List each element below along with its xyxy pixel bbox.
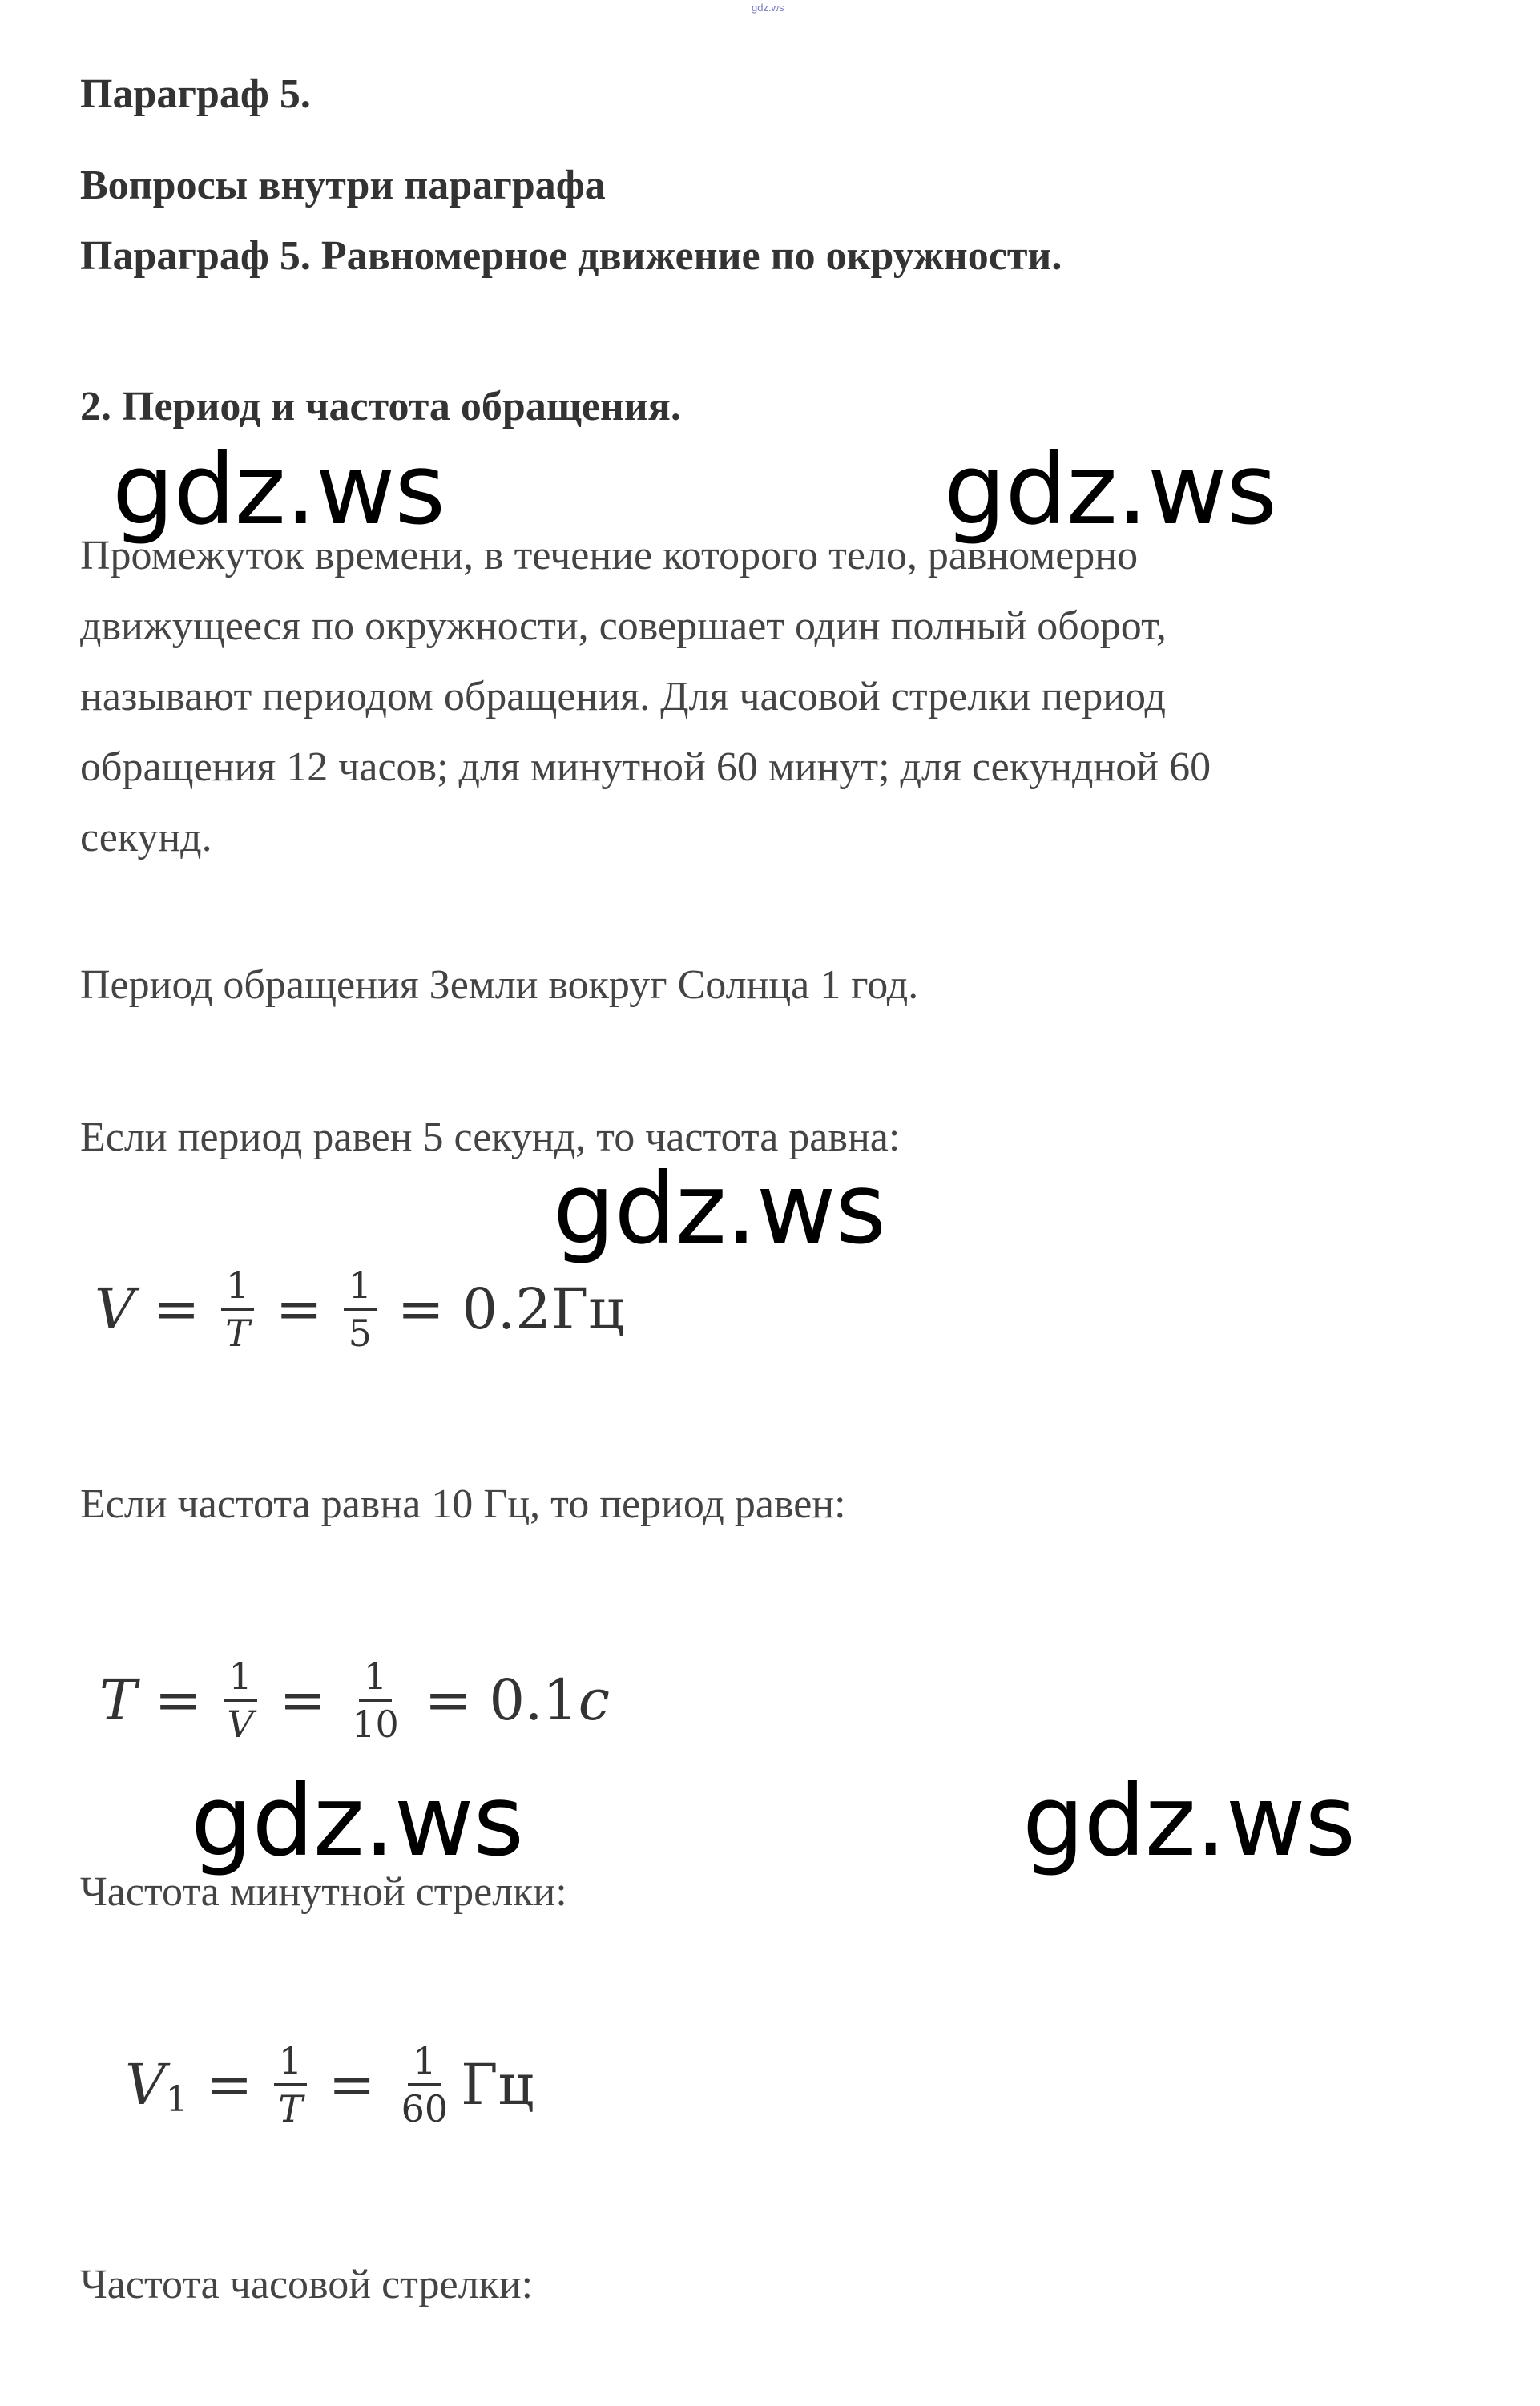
body-paragraph [80, 521, 1211, 873]
formula-operator: = [275, 1276, 323, 1343]
watermark: gdz.ws [191, 1764, 524, 1878]
formula-result: 0.1 [489, 1667, 579, 1734]
formula-fraction [347, 1654, 404, 1747]
minute-hand-formula [125, 2041, 534, 2129]
formula-fraction [273, 2041, 308, 2129]
fraction-denominator: T [278, 2087, 303, 2131]
formula-fraction [344, 1263, 377, 1356]
site-mark: gdz.ws [752, 2, 784, 14]
formula-subscript: 1 [165, 2078, 188, 2120]
body-paragraph: Если период равен 5 секунд, то частота равна: [80, 1114, 901, 1160]
formula-result: 0.2Гц [462, 1276, 625, 1343]
fraction-numerator: 1 [359, 1657, 392, 1702]
text-line: секунд. [80, 815, 212, 860]
formula-fraction [222, 1654, 258, 1747]
period-formula [99, 1654, 610, 1747]
formula-variable: V [125, 2052, 166, 2118]
watermark: gdz.ws [1022, 1764, 1356, 1878]
formula-variable: T [99, 1667, 137, 1734]
formula-operator: = [279, 1667, 327, 1734]
paragraph-title: Параграф 5. Равномерное движение по окружности. [80, 233, 1062, 279]
formula-fraction [397, 2041, 454, 2129]
text-line: называют периодом обращения. Для часовой стрелки период [80, 674, 1166, 719]
text-line: движущееся по окружности, совершает один полный оборот, [80, 603, 1167, 649]
fraction-denominator: 10 [352, 1703, 399, 1747]
section-heading: Вопросы внутри параграфа [80, 163, 606, 208]
formula-operator: = [328, 2052, 376, 2118]
formula-operator: = [424, 1667, 472, 1734]
subsection-heading: 2. Период и частота обращения. [80, 384, 681, 429]
fraction-numerator: 1 [408, 2041, 441, 2086]
formula-fraction [220, 1263, 255, 1356]
fraction-numerator: 1 [274, 2041, 307, 2086]
formula-result: Гц [461, 2052, 534, 2118]
frequency-formula [95, 1263, 625, 1356]
fraction-denominator: 5 [348, 1312, 372, 1356]
body-paragraph: Если частота равна 10 Гц, то период равен: [80, 1481, 846, 1527]
body-paragraph: Частота минутной стрелки: [80, 1869, 567, 1915]
formula-unit: c [578, 1667, 610, 1734]
fraction-denominator: V [227, 1703, 254, 1747]
fraction-denominator: T [225, 1312, 250, 1356]
body-paragraph: Период обращения Земли вокруг Солнца 1 год. [80, 962, 919, 1008]
formula-operator: = [205, 2052, 253, 2118]
text-line: обращения 12 часов; для минутной 60 минут; для секундной 60 [80, 744, 1211, 790]
formula-operator: = [397, 1276, 445, 1343]
watermark: gdz.ws [112, 433, 445, 546]
formula-operator: = [154, 1667, 202, 1734]
watermark: gdz.ws [944, 433, 1277, 546]
formula-variable: V [95, 1276, 135, 1343]
fraction-denominator: 60 [401, 2087, 449, 2131]
body-paragraph: Частота часовой стрелки: [80, 2262, 534, 2307]
page-heading: Параграф 5. [80, 71, 311, 117]
watermark: gdz.ws [553, 1152, 886, 1266]
fraction-numerator: 1 [224, 1657, 256, 1702]
fraction-numerator: 1 [221, 1266, 254, 1311]
fraction-numerator: 1 [344, 1266, 377, 1311]
text-line: Промежуток времени, в течение которого тело, равномерно [80, 533, 1139, 578]
formula-operator: = [152, 1276, 200, 1343]
